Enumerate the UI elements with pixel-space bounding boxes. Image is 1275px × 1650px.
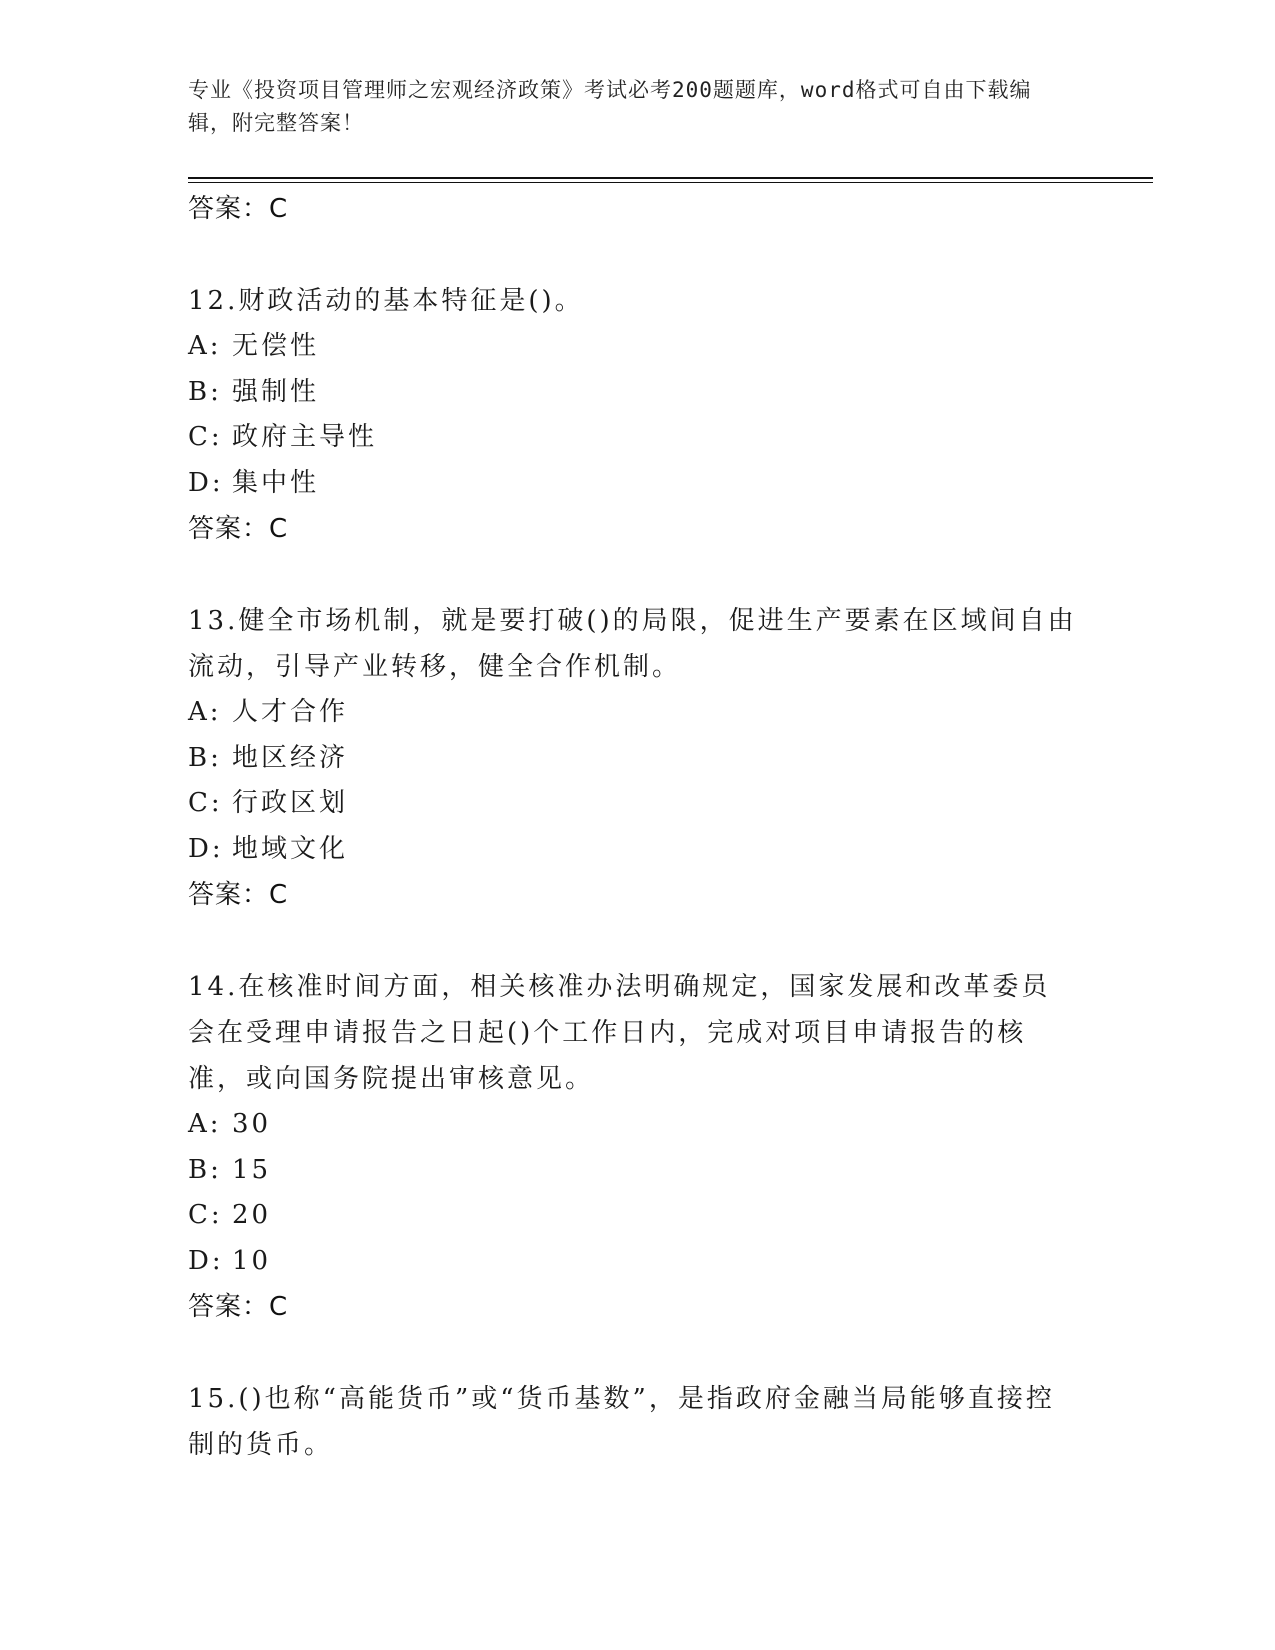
- option-letter: B:: [188, 376, 222, 407]
- option-letter: D:: [188, 467, 224, 498]
- header-rule-thin: [188, 182, 1153, 183]
- option-text: 30: [232, 1109, 272, 1139]
- answer-value: C: [269, 880, 289, 910]
- question-list: [188, 186, 1088, 1468]
- option-text: 15: [232, 1154, 272, 1185]
- option-text: 10: [232, 1245, 272, 1276]
- leading-answer-line: [188, 186, 1088, 232]
- question-text: 财政活动的基本特征是()。: [238, 286, 584, 316]
- option-c: [188, 781, 1088, 827]
- option-text: 20: [232, 1200, 272, 1230]
- option-letter: D:: [188, 833, 224, 864]
- block-gap: [188, 552, 1088, 598]
- option-b: [188, 736, 1088, 782]
- answer-label: 答案：: [188, 880, 270, 910]
- answer-value: C: [269, 1292, 289, 1322]
- answer-value: C: [269, 194, 289, 224]
- question-number: 13.: [188, 606, 239, 636]
- option-d: [188, 827, 1088, 873]
- option-text: 政府主导性: [232, 422, 378, 452]
- option-text: 人才合作: [232, 697, 349, 727]
- question-number: 15.: [188, 1384, 239, 1414]
- answer-line: [188, 1284, 1088, 1330]
- question-text: 在核准时间方面，相关核准办法明确规定，国家发展和改革委员会在受理申请报告之日起()个工作日内，完成对项目申请报告的核准，或向国务院提出审核意见。: [188, 972, 1051, 1094]
- page-header: 专业《投资项目管理师之宏观经济政策》考试必考200题题库，word格式可自由下载编辑，附完整答案！: [188, 78, 1032, 135]
- option-letter: C:: [188, 788, 223, 818]
- option-d: [188, 461, 1088, 507]
- question-stem: [188, 1376, 1078, 1468]
- header-rule-thick: [188, 177, 1153, 179]
- option-a: [188, 324, 1088, 370]
- answer-label: 答案：: [188, 514, 270, 544]
- option-letter: A:: [188, 331, 222, 361]
- question-stem: [188, 964, 1078, 1102]
- option-text: 强制性: [232, 376, 320, 407]
- option-a: [188, 690, 1088, 736]
- option-c: [188, 415, 1088, 461]
- option-letter: C:: [188, 1200, 223, 1230]
- question-text: 健全市场机制，就是要打破()的局限，促进生产要素在区域间自由流动，引导产业转移，健全合作机制。: [188, 606, 1077, 682]
- option-text: 行政区划: [232, 788, 349, 818]
- answer-line: [188, 872, 1088, 918]
- option-a: [188, 1102, 1088, 1148]
- question-text: ()也称“高能货币”或“货币基数”，是指政府金融当局能够直接控制的货币。: [188, 1384, 1055, 1460]
- option-text: 集中性: [232, 467, 320, 498]
- question-stem: [188, 598, 1078, 690]
- option-c: [188, 1193, 1088, 1239]
- answer-value: C: [269, 514, 289, 544]
- answer-label: 答案：: [188, 194, 270, 224]
- block-gap: [188, 1330, 1088, 1376]
- option-letter: B:: [188, 742, 222, 773]
- option-text: 地域文化: [232, 833, 349, 864]
- option-d: [188, 1239, 1088, 1285]
- option-letter: D:: [188, 1245, 224, 1276]
- question-number: 14.: [188, 972, 239, 1002]
- option-letter: B:: [188, 1154, 222, 1185]
- question-number: 12.: [188, 286, 239, 316]
- option-letter: C:: [188, 422, 223, 452]
- option-b: [188, 1148, 1088, 1194]
- block-gap: [188, 232, 1088, 278]
- option-text: 无偿性: [232, 331, 320, 361]
- answer-line: [188, 506, 1088, 552]
- option-letter: A:: [188, 697, 222, 727]
- option-b: [188, 370, 1088, 416]
- answer-label: 答案：: [188, 1292, 270, 1322]
- option-letter: A:: [188, 1109, 222, 1139]
- option-text: 地区经济: [232, 742, 349, 773]
- block-gap: [188, 918, 1088, 964]
- question-stem: [188, 278, 1078, 324]
